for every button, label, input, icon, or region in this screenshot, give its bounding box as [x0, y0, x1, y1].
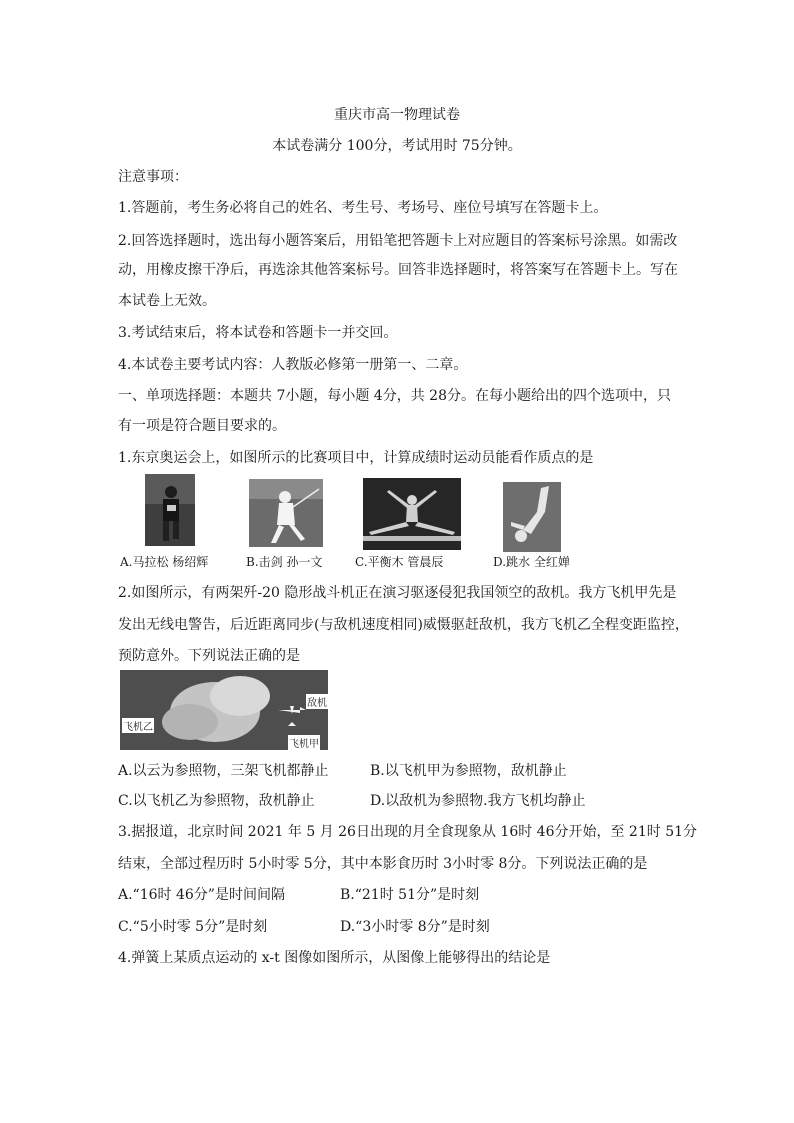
- notice-item-2-line-1: 2.回答选择题时，选出每小题答案后，用铅笔把答题卡上对应题目的答案标号涂黑。如需改: [118, 233, 678, 249]
- enemy-plane-label: 敌机: [306, 694, 328, 709]
- question-2-option-d: D.以敌机为参照物.我方飞机均静止: [370, 793, 586, 809]
- fencing-photo: [249, 479, 323, 547]
- question-3-option-d: D.“3小时零 8分”是时刻: [340, 919, 490, 935]
- section-1-heading-line-2: 有一项是符合题目要求的。: [118, 418, 286, 434]
- notice-item-3: 3.考试结束后，将本试卷和答题卡一并交回。: [118, 325, 398, 341]
- option-a-caption: A.马拉松 杨绍辉: [120, 555, 209, 569]
- question-3-option-c: C.“5小时零 5分”是时刻: [118, 919, 268, 935]
- exam-info: 本试卷满分 100分，考试用时 75分钟。: [272, 138, 522, 154]
- question-1-stem: 1.东京奥运会上，如图所示的比赛项目中，计算成绩时运动员能看作质点的是: [118, 450, 594, 466]
- question-3-line-1: 3.据报道，北京时间 2021 年 5 月 26日出现的月全食现象从 16时 46分开始，至 21时 51分: [118, 824, 698, 840]
- question-2-line-2: 发出无线电警告，后近距离同步(与敌机速度相同)威慑驱赶敌机，我方飞机乙全程变距监控，: [118, 617, 689, 633]
- question-3-line-2: 结束，全部过程历时 5小时零 5分，其中本影食历时 3小时零 8分。下列说法正确的是: [118, 856, 648, 872]
- jet-scene-photo: [120, 670, 328, 750]
- notice-item-1: 1.答题前，考生务必将自己的姓名、考生号、考场号、座位号填写在答题卡上。: [118, 200, 608, 216]
- notice-item-4: 4.本试卷主要考试内容：人教版必修第一册第一、二章。: [118, 357, 468, 373]
- question-2-line-1: 2.如图所示，有两架歼-20 隐形战斗机正在演习驱逐侵犯我国领空的敌机。我方飞机甲先是: [118, 585, 677, 601]
- question-2-option-a: A.以云为参照物，三架飞机都静止: [118, 763, 329, 779]
- question-3-option-b: B.“21时 51分”是时刻: [340, 887, 480, 903]
- question-4-stem: 4.弹簧上某质点运动的 x-t 图像如图所示，从图像上能够得出的结论是: [118, 950, 551, 966]
- question-2-option-b: B.以飞机甲为参照物，敌机静止: [370, 763, 567, 779]
- plane-a-label: 飞机甲: [288, 735, 320, 750]
- diving-photo: [503, 482, 561, 552]
- option-c-caption: C.平衡木 管晨辰: [355, 555, 444, 569]
- notice-heading: 注意事项：: [118, 169, 188, 185]
- option-b-caption: B.击剑 孙一文: [246, 555, 323, 569]
- notice-item-2-line-3: 本试卷上无效。: [118, 293, 216, 309]
- marathon-photo: [145, 474, 195, 546]
- page-title: 重庆市高一物理试卷: [334, 107, 460, 123]
- question-2-line-3: 预防意外。下列说法正确的是: [118, 648, 300, 664]
- plane-b-label: 飞机乙: [122, 718, 154, 733]
- option-d-caption: D.跳水 全红婵: [493, 555, 570, 569]
- notice-item-2-line-2: 动，用橡皮擦干净后，再选涂其他答案标号。回答非选择题时，将答案写在答题卡上。写在: [118, 262, 678, 278]
- section-1-heading-line-1: 一、单项选择题：本题共 7小题，每小题 4分，共 28分。在每小题给出的四个选项中，只: [118, 388, 671, 404]
- question-3-option-a: A.“16时 46分”是时间间隔: [118, 887, 285, 903]
- question-2-option-c: C.以飞机乙为参照物，敌机静止: [118, 793, 315, 809]
- balance-beam-photo: [363, 478, 461, 550]
